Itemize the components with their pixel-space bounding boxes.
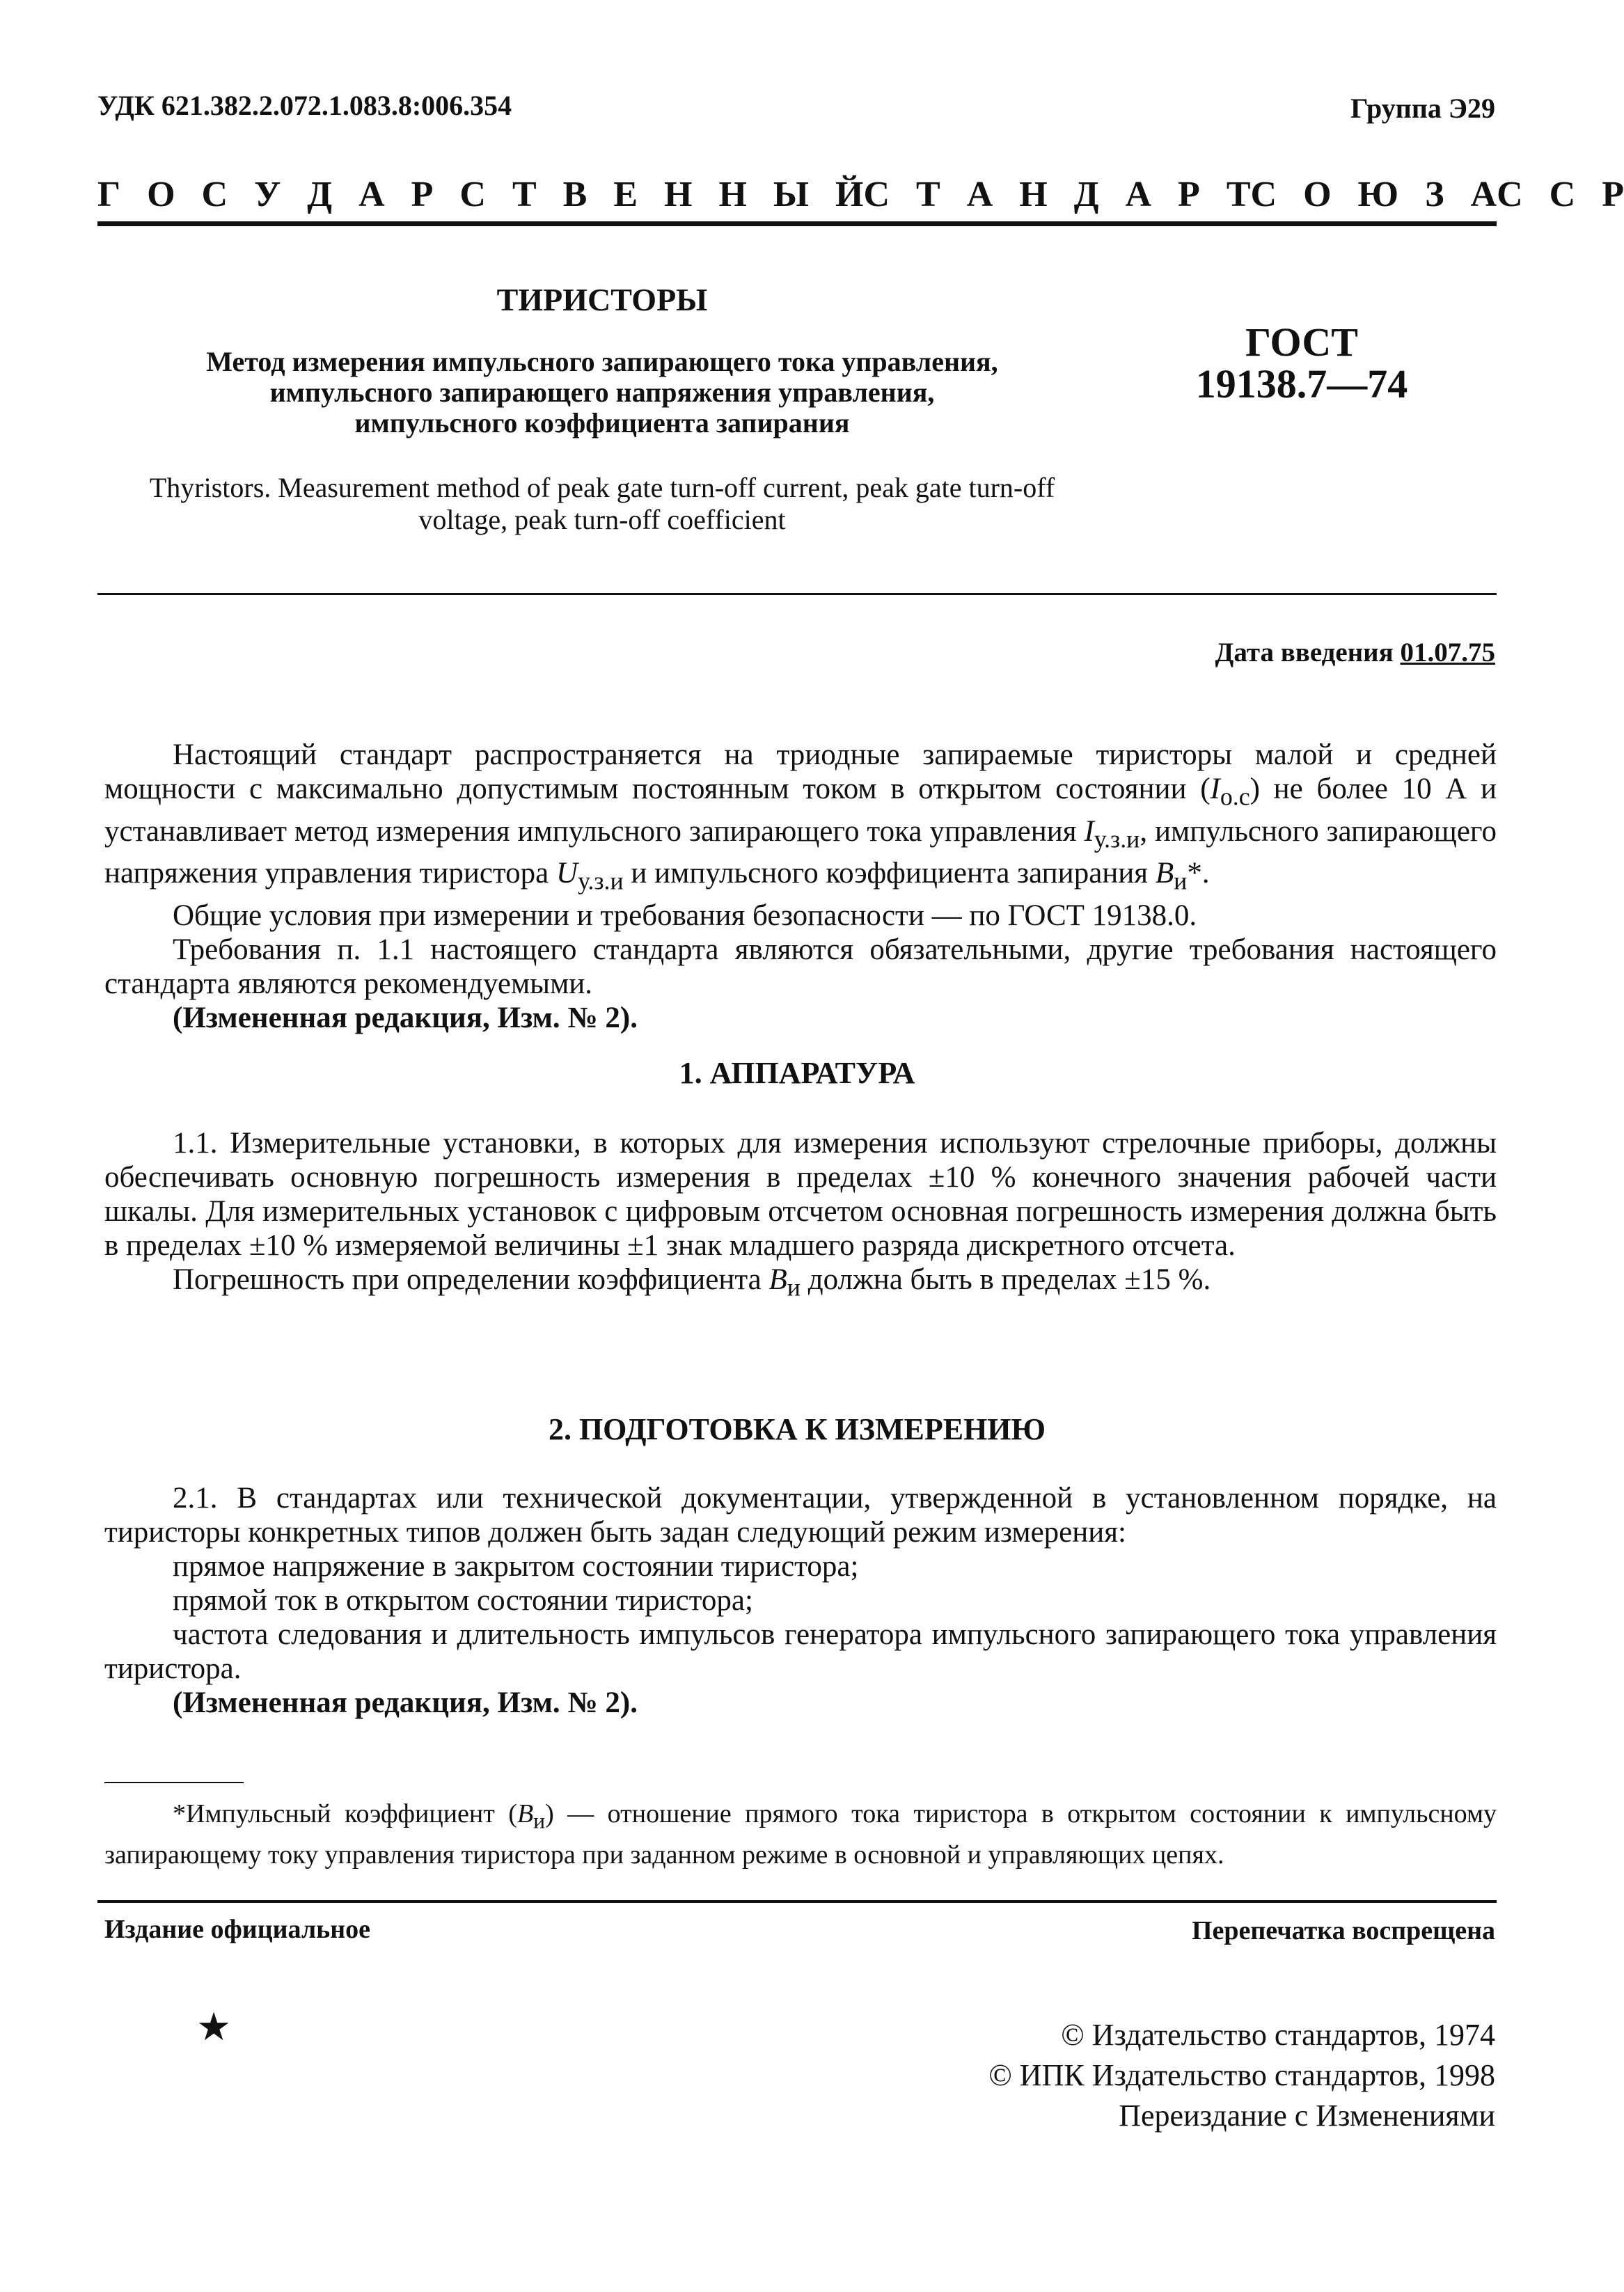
section-1-body	[104, 1126, 1497, 1305]
reissue-note: Переиздание с Изменениями	[1119, 2099, 1495, 2133]
mode-item-2: прямой ток в открытом состоянии тиристора;	[173, 1584, 753, 1617]
introduction-date-label: Дата введения	[1215, 638, 1394, 667]
preamble	[104, 738, 1497, 1035]
amendment-note-2: (Измененная редакция, Изм. № 2).	[173, 1686, 638, 1719]
heading-word-1: Г О С У Д А Р С Т В Е Н Н Ы Й	[97, 175, 864, 214]
preamble-paragraph-2: Общие условия при измерении и требования безопасности — по ГОСТ 19138.0.	[173, 899, 1197, 932]
star-icon: ★	[196, 2006, 232, 2049]
preamble-paragraph-3: Требования п. 1.1 настоящего стандарта являются обязательными, другие требования настоящего стандарта являются рекомендуемыми.	[104, 933, 1497, 1000]
mode-item-3: частота следования и длительность импульсов генератора импульсного запирающего тока управления тиристора.	[104, 1618, 1497, 1685]
introduction-date-value: 01.07.75	[1400, 638, 1495, 667]
gost-number: 19138.7—74	[1195, 361, 1408, 406]
subtitle-line-3: импульсного коэффициента запирания	[354, 407, 850, 438]
clause-2-1: 2.1. В стандартах или технической документации, утвержденной в установленном порядке, на тиристоры конкретных типов должен быть задан следующий режим измерения:	[104, 1482, 1497, 1549]
amendment-note-1: (Измененная редакция, Изм. № 2).	[173, 1001, 638, 1034]
gost-designation	[1183, 319, 1420, 406]
copyright-1974: © Издательство стандартов, 1974	[1061, 2018, 1495, 2052]
heading-word-2: С Т А Н Д А Р Т	[863, 175, 1251, 214]
mode-item-1: прямое напряжение в закрытом состоянии тиристора;	[173, 1550, 859, 1583]
group-code: Группа Э29	[1350, 93, 1495, 124]
doc-subtitle	[97, 347, 1107, 438]
official-edition: Издание официальное	[104, 1915, 371, 1944]
title-rule	[97, 593, 1497, 595]
heading-word-4: С С Р	[1497, 175, 1624, 214]
section-1-title: 1. АППАРАТУРА	[679, 1056, 915, 1090]
footnote-rule	[104, 1782, 244, 1783]
reprint-prohibited: Перепечатка воспрещена	[1191, 1916, 1495, 1945]
footnote	[104, 1797, 1497, 1872]
clause-1-1-accuracy: Погрешность при определении коэффициента $B_и$ должна быть в пределах ±15 %.	[173, 1263, 1211, 1302]
footer-rule	[97, 1900, 1497, 1903]
subtitle-line-2: импульсного запирающего напряжения управления,	[269, 377, 935, 408]
state-standard-heading	[97, 174, 1624, 215]
english-title	[97, 472, 1107, 536]
header-rule	[97, 221, 1497, 226]
footnote-text: *Импульсный коэффициент $(B_и)$ — отношение прямого тока тиристора в открытом состоянии к импульсному запирающему току управления тиристора при заданном режиме в основной и управляющих цепях.	[104, 1799, 1497, 1870]
udk-code: УДК 621.382.2.072.1.083.8:006.354	[97, 90, 512, 121]
gost-label: ГОСТ	[1245, 319, 1358, 365]
section-2-body	[104, 1481, 1497, 1720]
preamble-paragraph-1: Настоящий стандарт распространяется на триодные запираемые тиристоры малой и средней мощности с максимально допустимым постоянным током в открытом состоянии $(I_{о.с})$ не более 10 А и устанавливает метод измерения импульсного запирающего тока управления $I_{у.з.и}$, импульсного запирающего напряжения управления тиристора $U_{у.з.и}$ и импульсного коэффициента запирания $B_и*$.	[104, 738, 1497, 895]
heading-word-3: С О Ю З А	[1250, 175, 1497, 214]
section-2-title: 2. ПОДГОТОВКА К ИЗМЕРЕНИЮ	[548, 1412, 1046, 1446]
subtitle-line-1: Метод измерения импульсного запирающего тока управления,	[206, 346, 998, 377]
english-line-2: voltage, peak turn-off coefficient	[418, 504, 786, 535]
introduction-date	[1215, 637, 1495, 668]
doc-title: ТИРИСТОРЫ	[496, 282, 708, 317]
copyright-1998: © ИПК Издательство стандартов, 1998	[988, 2058, 1495, 2092]
clause-1-1: 1.1. Измерительные установки, в которых для измерения используют стрелочные приборы, должны обеспечивать основную погрешность измерения в пределах ±10 % конечного значения рабочей части шкалы. Для измерительных установок с цифровым отсчетом основная погрешность измерения должна быть в пределах ±10 % измеряемой величины ±1 знак младшего разряда дискретного отсчета.	[104, 1127, 1497, 1262]
english-line-1: Thyristors. Measurement method of peak gate turn-off current, peak gate turn-off	[149, 472, 1055, 503]
